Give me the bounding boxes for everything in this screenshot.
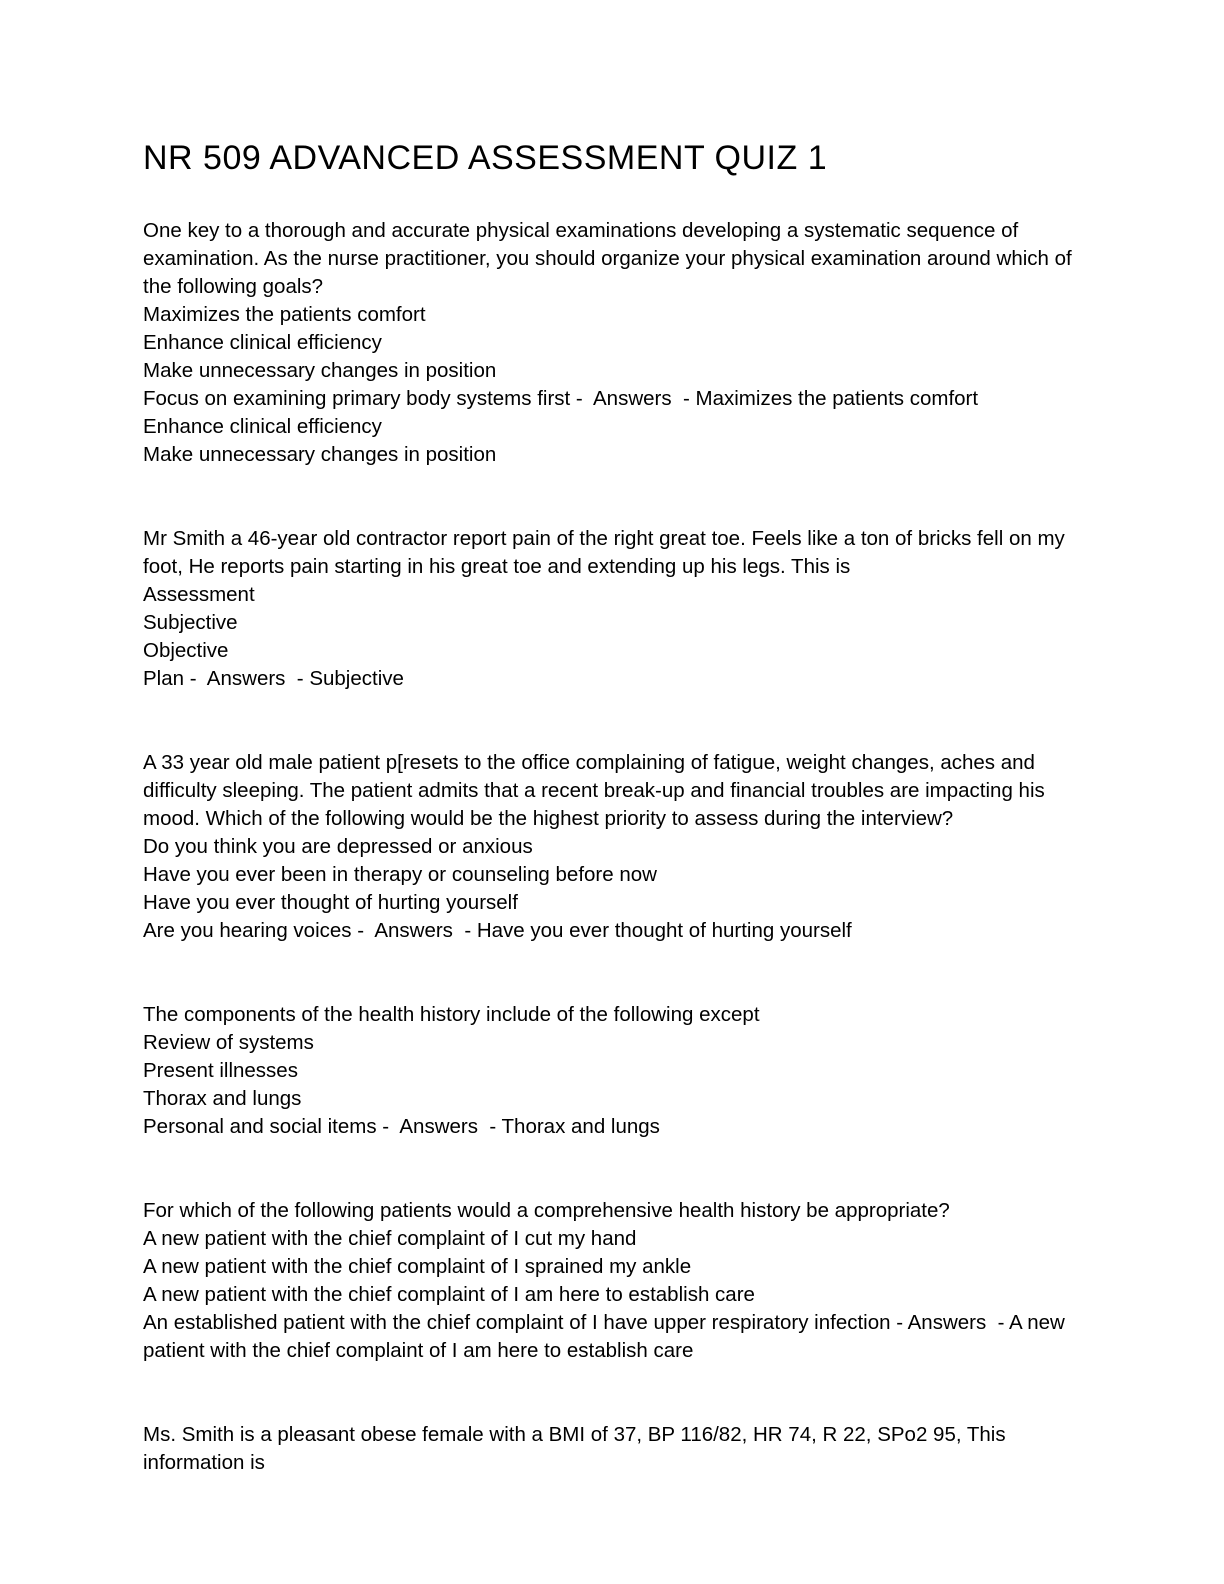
answer-option: Have you ever been in therapy or counseling before now [143,862,657,886]
question-block-2 [143,525,1081,693]
answer-line: Are you hearing voices - Answers - Have you ever thought of hurting yourself [143,918,852,942]
answer-option: Present illnesses [143,1058,298,1082]
answer-option: Have you ever thought of hurting yourself [143,890,518,914]
question-block-3 [143,749,1081,945]
answer-option: Make unnecessary changes in position [143,358,497,382]
question-block-1 [143,217,1081,469]
question-text: One key to a thorough and accurate physical examinations developing a systematic sequence of examination. As the nurse practitioner, you should organize your physical examination around which of the following goals? [143,218,1078,298]
question-text: A 33 year old male patient p[resets to the office complaining of fatigue, weight changes, aches and difficulty sleeping. The patient admits that a recent break-up and financial troubles are impacting his mood. Which of the following would be the highest priority to assess during the interview? [143,750,1051,830]
answer-option: Enhance clinical efficiency [143,414,382,438]
answer-option: A new patient with the chief complaint of I cut my hand [143,1226,637,1250]
answer-option: Assessment [143,582,255,606]
question-block-6 [143,1421,1081,1477]
answer-option: Objective [143,638,229,662]
answer-line: Personal and social items - Answers - Thorax and lungs [143,1114,660,1138]
answer-option: Maximizes the patients comfort [143,302,426,326]
page-title: NR 509 ADVANCED ASSESSMENT QUIZ 1 [143,139,828,177]
answer-line: Plan - Answers - Subjective [143,666,404,690]
answer-line: An established patient with the chief complaint of I have upper respiratory infection - Answers - A new patient with the chief complaint of I am here to establish care [143,1310,1071,1362]
answer-option: Thorax and lungs [143,1086,302,1110]
answer-option: A new patient with the chief complaint of I sprained my ankle [143,1254,692,1278]
answer-option: Subjective [143,610,238,634]
answer-option: Enhance clinical efficiency [143,330,382,354]
question-text: The components of the health history include of the following except [143,1002,760,1026]
answer-line: Focus on examining primary body systems first - Answers - Maximizes the patients comfort [143,386,979,410]
question-text: Ms. Smith is a pleasant obese female with a BMI of 37, BP 116/82, HR 74, R 22, SPo2 95, This information is [143,1422,1012,1474]
question-block-4 [143,1001,1081,1141]
answer-option: Make unnecessary changes in position [143,442,497,466]
answer-option: Do you think you are depressed or anxious [143,834,533,858]
question-text: Mr Smith a 46-year old contractor report pain of the right great toe. Feels like a ton of bricks fell on my foot, He reports pain starting in his great toe and extending up his legs. This is [143,526,1071,578]
answer-option: A new patient with the chief complaint of I am here to establish care [143,1282,755,1306]
question-block-5 [143,1197,1081,1365]
question-text: For which of the following patients would a comprehensive health history be appropriate? [143,1198,950,1222]
answer-option: Review of systems [143,1030,314,1054]
